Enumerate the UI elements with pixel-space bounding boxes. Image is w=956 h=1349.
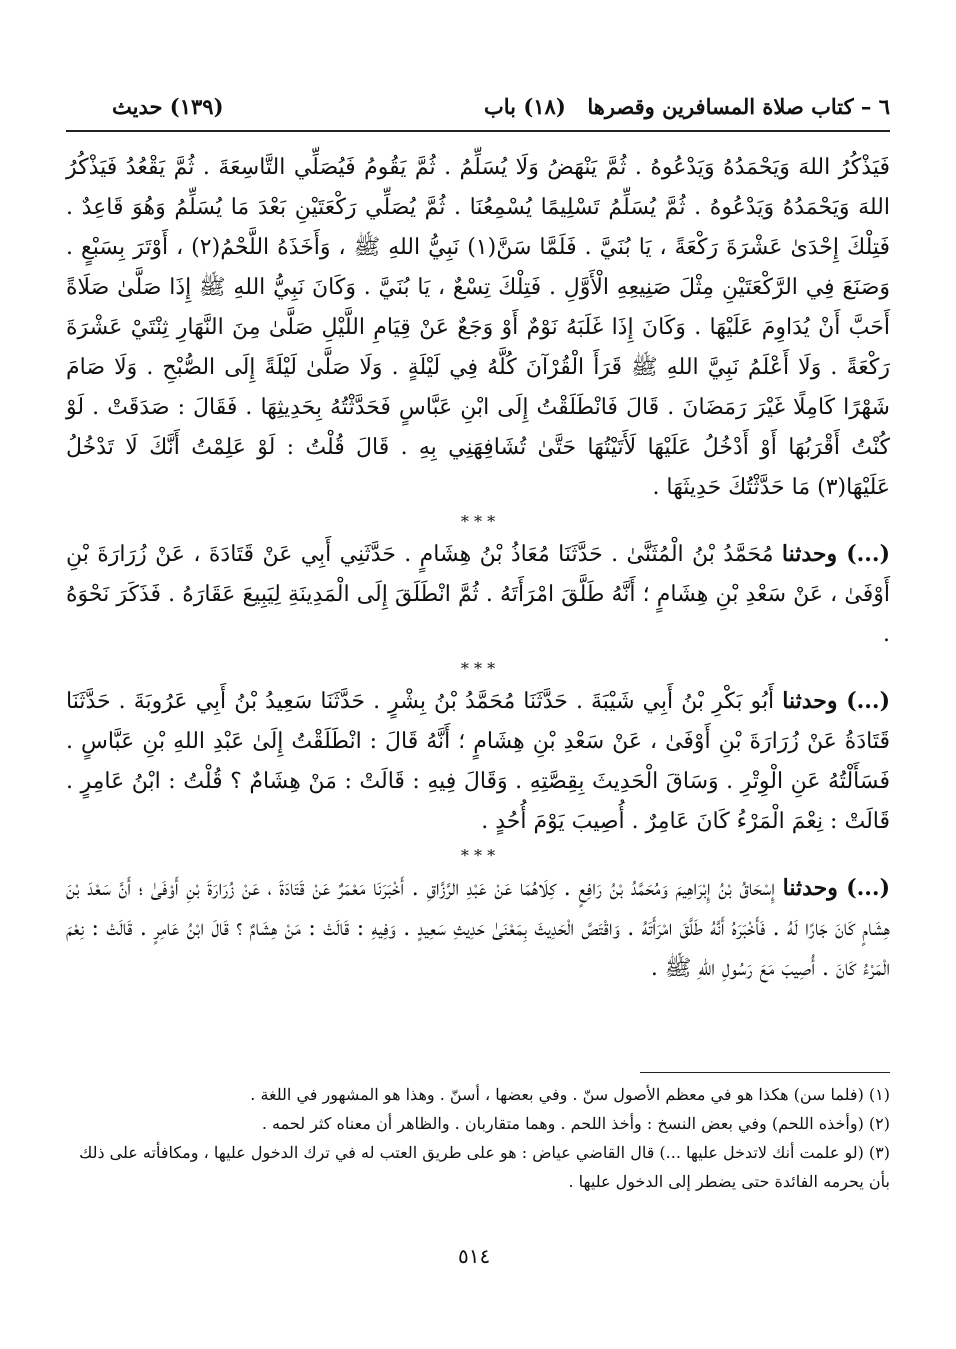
hadith-paragraph-1: فَيَذْكُرُ اللهَ وَيَحْمَدُهُ وَيَدْعُوهُ . ثُمَّ يَنْهَضُ وَلَا يُسَلِّمُ . ثُمَّ يَقُومُ فَيُصَلِّي التَّاسِعَةَ . ثُمَّ يَقْعُدُ فَيَذْكُرُ اللهَ وَيَحْمَدُهُ وَيَدْعُوهُ . ثُمَّ يُسَلِّمُ تَسْلِيمًا يُسْمِعُنَا . ثُمَّ يُصَلِّي رَكْعَتَيْنِ بَعْدَ مَا يُسَلِّمُ وَهُوَ قَاعِدٌ . فَتِلْكَ إِحْدَىٰ عَشْرَةَ رَكْعَةً ، يَا بُنَيَّ . فَلَمَّا سَنَّ(١) نَبِيُّ اللهِ ﷺ ، وَأَخَذَهُ اللَّحْمُ(٢) ، أَوْتَرَ بِسَبْعٍ . وَصَنَعَ فِي الرَّكْعَتَيْنِ مِثْلَ صَنِيعِهِ الْأَوَّلِ . فَتِلْكَ تِسْعٌ ، يَا بُنَيَّ . وَكَانَ نَبِيُّ اللهِ ﷺ إِذَا صَلَّىٰ صَلَاةً أَحَبَّ أَنْ يُدَاوِمَ عَلَيْهَا . وَكَانَ إِذَا غَلَبَهُ نَوْمٌ أَوْ وَجَعٌ عَنْ قِيَامِ اللَّيْلِ صَلَّىٰ مِنَ النَّهَارِ ثِنْتَيْ عَشْرَةَ رَكْعَةً . وَلَا أَعْلَمُ نَبِيَّ اللهِ ﷺ قَرَأَ الْقُرْآنَ كُلَّهُ فِي لَيْلَةٍ . وَلَا صَلَّىٰ لَيْلَةً إِلَى الصُّبْحِ . وَلَا صَامَ شَهْرًا كَامِلًا غَيْرَ رَمَضَانَ . قَالَ فَانْطَلَقْتُ إِلَى ابْنِ عَبَّاسٍ فَحَدَّثْتُهُ بِحَدِيثِهَا . فَقَالَ : صَدَقَتْ . لَوْ كُنْتُ أَقْرَبُهَا أَوْ أَدْخُلُ عَلَيْهَا لَأَتَيْتُهَا حَتَّىٰ تُشَافِهَنِي بِهِ . قَالَ قُلْتُ : لَوْ عَلِمْتُ أَنَّكَ لَا تَدْخُلُ عَلَيْهَا(٣) مَا حَدَّثْتُكَ حَدِيثَهَا . (66, 155, 891, 500)
hadith-paragraph-2 (66, 534, 890, 655)
page-number: ٥١٤ (458, 1244, 491, 1268)
main-text (66, 148, 890, 989)
footnote-1: (١) (فلما سن) هكذا هو في معظم الأصول سنّ . وفي بعضها ، أسنّ . وهذا هو المشهور في اللغة . (250, 1085, 890, 1104)
narration-text: إِسْحَاقُ بْنُ إِبْرَاهِيمَ وَمُحَمَّدُ بْنُ رَافِعٍ . كِلَاهُمَا عَنْ عَبْدِ الرَّزَّاقِ . أَخْبَرَنَا مَعْمَرٌ عَنْ قَتَادَةَ ، عَنْ زُرَارَةَ بْنِ أَوْفَىٰ ؛ أَنَّ سَعْدَ بْنَ هِشَامٍ كَانَ جَارًا لَهُ . فَأَخْبَرَهُ أَنَّهُ طَلَّقَ امْرَأَتَهُ . وَاقْتَصَّ الْحَدِيثَ بِمَعْنَىٰ حَدِيثِ سَعِيدٍ . وَفِيهِ : قَالَتْ : مَنْ هِشَامٌ ؟ قَالَ ابْنُ عَامِرٍ . قَالَتْ : نِعْمَ الْمَرْءُ كَانَ . أُصِيبَ مَعَ رَسُولِ اللهِ ﷺ . (66, 876, 890, 981)
footnote-separator (640, 1072, 890, 1073)
running-header (66, 94, 890, 132)
section-divider-3: * * * (460, 846, 496, 865)
narration-lead: (...) وحدثنا (782, 875, 890, 901)
narration-text: أَبُو بَكْرِ بْنُ أَبِي شَيْبَةَ . حَدَّثَنَا مُحَمَّدُ بْنُ بِشْرٍ . حَدَّثَنَا سَعِيدُ بْنُ أَبِي عَرُوبَةَ . حَدَّثَنَا قَتَادَةُ عَنْ زُرَارَةَ بْنِ أَوْفَىٰ ، عَنْ سَعْدِ بْنِ هِشَامٍ ؛ أَنَّهُ قَالَ : انْطَلَقْتُ إِلَىٰ عَبْدِ اللهِ بْنِ عَبَّاسٍ . فَسَأَلْتُهُ عَنِ الْوِتْرِ . وَسَاقَ الْحَدِيثَ بِقِصَّتِهِ . وَقَالَ فِيهِ : قَالَتْ : مَنْ هِشَامٌ ؟ قُلْتُ : ابْنُ عَامِرٍ . قَالَتْ : نِعْمَ الْمَرْءُ كَانَ عَامِرٌ . أُصِيبَ يَوْمَ أُحُدٍ . (66, 689, 890, 834)
footnote-2: (٢) (وأخذه اللحم) وفي بعض النسخ : وأخذ اللحم . وهما متقاربان . والظاهر أن معناه كثر لحمه . (261, 1114, 890, 1133)
footnotes (66, 1080, 890, 1196)
book-title: ٦ – كتاب صلاة المسافرين وقصرها (587, 94, 890, 119)
section-divider-1: * * * (460, 512, 496, 531)
hadith-number: (١٣٩) حديث (112, 94, 224, 119)
narration-text: مُحَمَّدُ بْنُ الْمُثَنَّىٰ . حَدَّثَنَا مُعَاذُ بْنُ هِشَامٍ . حَدَّثَنِي أَبِي عَنْ قَتَادَةَ ، عَنْ زُرَارَةَ بْنِ أَوْفَىٰ ، عَنْ سَعْدِ بْنِ هِشَامٍ ؛ أَنَّهُ طَلَّقَ امْرَأَتَهُ . ثُمَّ انْطَلَقَ إِلَى الْمَدِينَةِ لِيَبِيعَ عَقَارَهُ . فَذَكَرَ نَحْوَهُ . (66, 542, 890, 647)
footnote-3: (٣) (لو علمت أنك لاتدخل عليها ...) قال القاضي عياض : هو على طريق العتب له في ترك الدخول عليها ، ومكافأته على ذلك بأن يحرمه الفائدة حتى يضطر إلى الدخول عليها . (79, 1143, 890, 1191)
hadith-paragraph-4 (66, 868, 890, 989)
narration-lead: (...) وحدثنا (781, 541, 891, 567)
section-divider-2: * * * (460, 659, 496, 678)
chapter-number: (١٨) باب (484, 94, 566, 119)
hadith-paragraph-3 (66, 681, 890, 842)
narration-lead: (...) وحدثنا (782, 688, 891, 714)
